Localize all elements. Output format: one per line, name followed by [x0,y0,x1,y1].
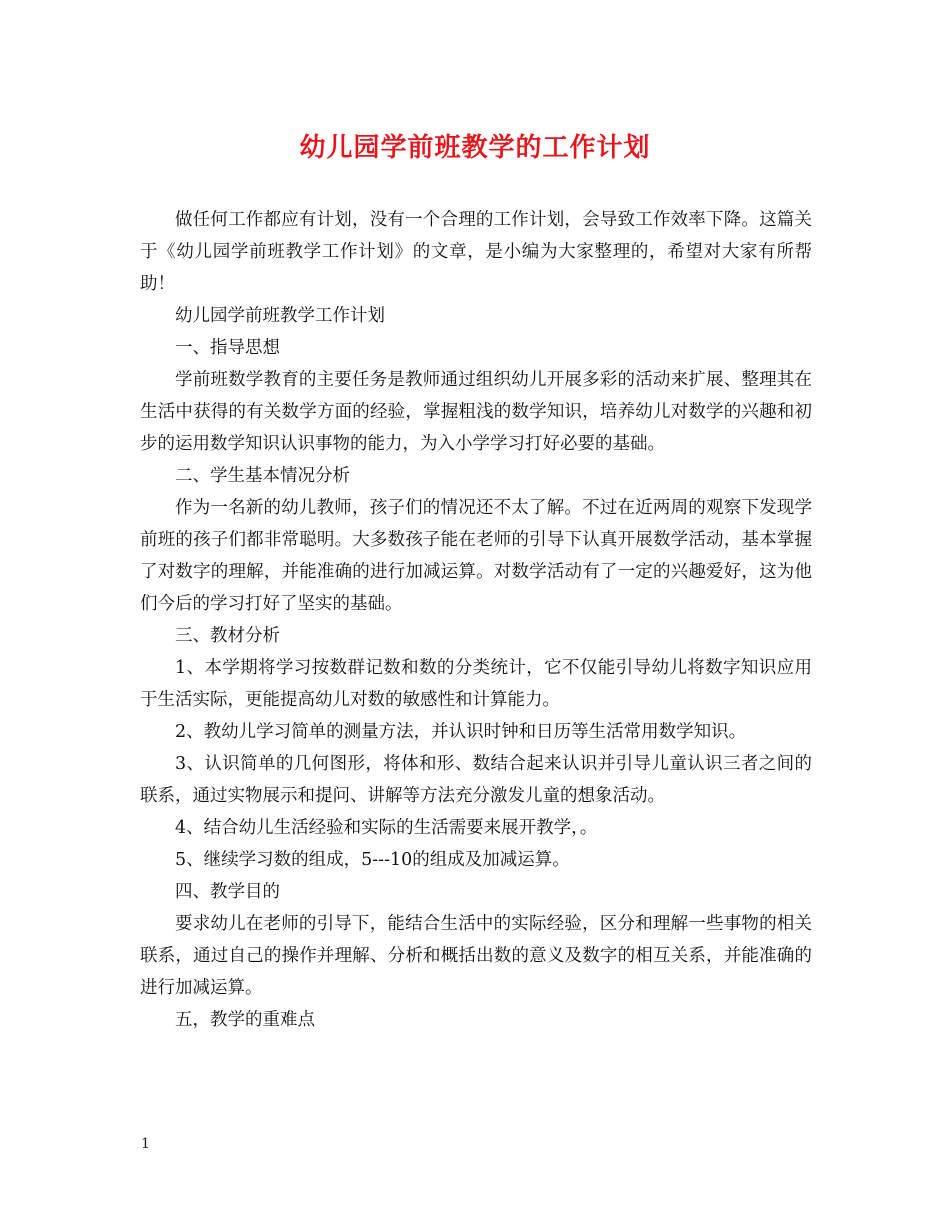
paragraph-intro: 做任何工作都应有计划，没有一个合理的工作计划，会导致工作效率下降。这篇关于《幼儿园学前班教学工作计划》的文章，是小编为大家整理的，希望对大家有所帮助！ [140,210,812,294]
page-number: 1 [141,1136,150,1152]
paragraph-subtitle: 幼儿园学前班教学工作计划 [175,306,385,326]
section-heading-teaching-goals: 四、教学目的 [175,882,280,902]
document-title: 幼儿园学前班教学的工作计划 [299,133,651,163]
section-heading-key-difficulties: 五，教学的重难点 [175,1010,315,1030]
list-item-textbook-1: 1、本学期将学习按数群记数和数的分类统计，它不仅能引导幼儿将数字知识应用于生活实际，更能提高幼儿对数的敏感性和计算能力。 [140,658,812,710]
list-item-textbook-2: 2、教幼儿学习简单的测量方法，并认识时钟和日历等生活常用数学知识。 [175,722,747,742]
paragraph-teaching-goals: 要求幼儿在老师的引导下，能结合生活中的实际经验，区分和理解一些事物的相关联系，通过自己的操作并理解、分析和概括出数的意义及数字的相互关系，并能准确的进行加减运算。 [140,914,812,998]
list-item-textbook-3: 3、认识简单的几何图形，将体和形、数结合起来认识并引导儿童认识三者之间的联系，通过实物展示和提问、讲解等方法充分激发儿童的想象活动。 [140,754,812,806]
paragraph-student-analysis: 作为一名新的幼儿教师，孩子们的情况还不太了解。不过在近两周的观察下发现学前班的孩子们都非常聪明。大多数孩子能在老师的引导下认真开展数学活动，基本掌握了对数字的理解，并能准确的进行加减运算。对数学活动有了一定的兴趣爱好，这为他们今后的学习打好了坚实的基础。 [140,498,812,614]
section-heading-student-analysis: 二、学生基本情况分析 [175,466,350,486]
paragraph-guiding-ideology: 学前班数学教育的主要任务是教师通过组织幼儿开展多彩的活动来扩展、整理其在生活中获得的有关数学方面的经验，掌握粗浅的数学知识，培养幼儿对数学的兴趣和初步的运用数学知识认识事物的能力，为入小学学习打好必要的基础。 [140,370,812,454]
section-heading-guiding-ideology: 一、指导思想 [175,338,280,358]
list-item-textbook-5: 5、继续学习数的组成，5---10的组成及加减运算。 [175,850,570,870]
document-body [140,204,812,1036]
section-heading-textbook-analysis: 三、教材分析 [175,626,280,646]
list-item-textbook-4: 4、结合幼儿生活经验和实际的生活需要来展开教学，。 [175,818,598,838]
